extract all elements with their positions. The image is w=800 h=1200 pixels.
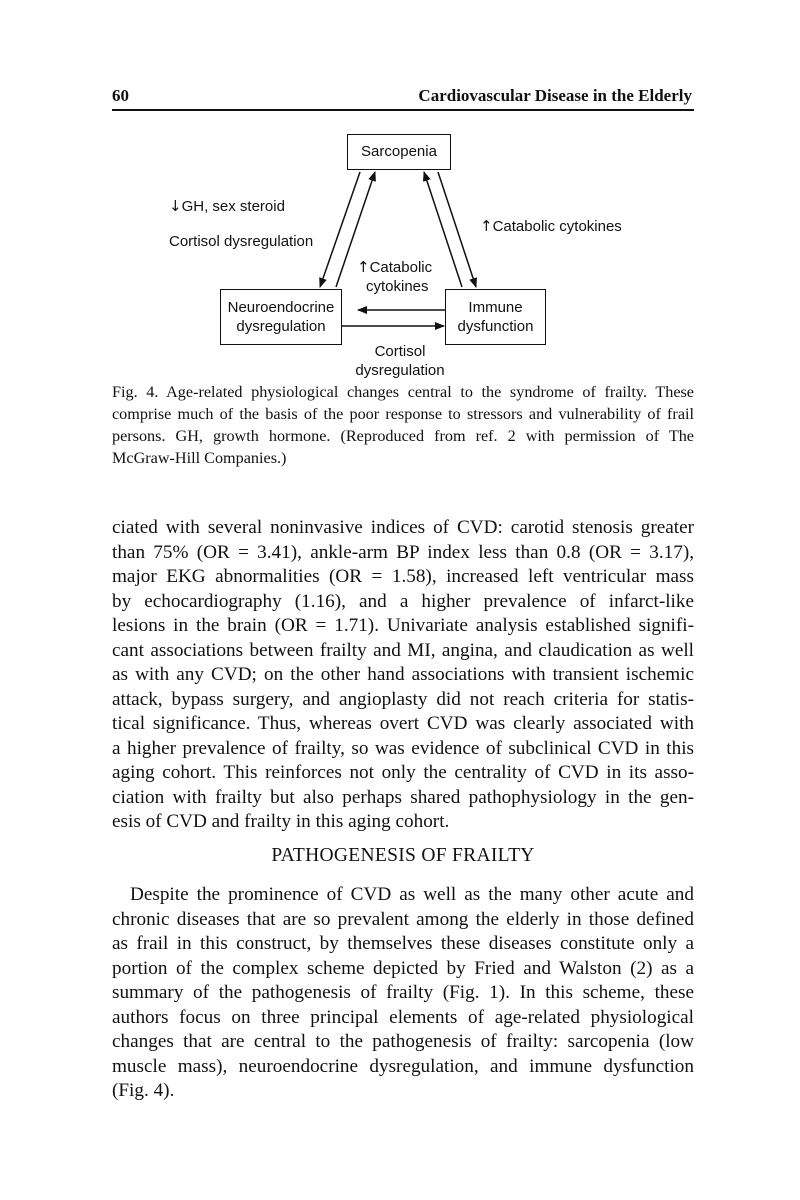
cortisol-bottom-line1: Cortisol (374, 343, 426, 360)
neuroendocrine-label-line2: dysregulation (236, 318, 326, 335)
neuroendocrine-box (220, 289, 342, 345)
up-arrow-icon: ↑ (480, 217, 493, 235)
body-line: authors focus on three principal elements of age-related physiological (112, 1006, 694, 1028)
body-line: muscle mass), neuroendocrine dysregulation, and immune dysfunction (112, 1055, 694, 1077)
catabolic-center-line1: Catabolic (369, 259, 433, 276)
body-line: Despite the prominence of CVD as well as the many other acute and (130, 884, 694, 905)
body-line: portion of the complex scheme depicted by Fried and Walston (2) as a (112, 957, 694, 979)
up-arrow-icon: ↑ (357, 258, 370, 276)
gh-sex-steroid-label (169, 197, 285, 216)
body-line: esis of CVD and frailty in this aging cohort. (112, 811, 450, 832)
page-number: 60 (112, 86, 129, 105)
body-line: ciation with frailty but also perhaps shared pathophysiology in the gen- (112, 786, 694, 808)
catabolic-center-line2: cytokines (366, 278, 429, 295)
body-line: summary of the pathogenesis of frailty (Fig. 1). In this scheme, these (112, 982, 694, 1003)
section-heading: PATHOGENESIS OF FRAILTY (271, 845, 535, 866)
cortisol-bottom-line2: dysregulation (355, 362, 445, 379)
gh-sex-steroid-text: GH, sex steroid (181, 198, 285, 215)
body-line: lesions in the brain (OR = 1.71). Univariate analysis established signifi- (112, 615, 694, 636)
figure-4-diagram (0, 0, 800, 380)
figure-caption: Fig. 4. Age-related physiological changes central to the syndrome of frailty. These comprise much of the basis of the poor response to stressors and vulnerability of frail persons. GH, growth hormone. (Reproduced from ref. 2 with permission of The McGraw-Hill Companies.) (112, 383, 694, 467)
body-line: tical significance. Thus, whereas overt CVD was clearly associated with (112, 713, 694, 734)
immune-label-line2: dysfunction (457, 318, 534, 335)
body-line: changes that are central to the pathogenesis of frailty: sarcopenia (low (112, 1031, 694, 1052)
body-line: as with any CVD; on the other hand associations with transient ischemic (112, 664, 694, 685)
neuroendocrine-label-line1: Neuroendocrine (227, 299, 335, 316)
cortisol-dysregulation-left-label: Cortisol dysregulation (169, 233, 314, 250)
immune-box (445, 289, 546, 345)
catabolic-cytokines-right-text: Catabolic cytokines (492, 218, 622, 235)
catabolic-center-label (357, 258, 432, 296)
body-line: a higher prevalence of frailty, so was evidence of subclinical CVD in this (112, 737, 694, 759)
immune-label-line1: Immune (468, 299, 523, 316)
cortisol-bottom-label (342, 342, 458, 380)
diagram-arrows (0, 0, 800, 380)
paragraph-2 (112, 883, 694, 1104)
paragraph-1 (112, 516, 694, 835)
body-line: cant associations between frailty and MI, angina, and claudication as well (112, 639, 694, 661)
body-line: aging cohort. This reinforces not only the centrality of CVD in its asso- (112, 762, 694, 783)
body-line: as frail in this construct, by themselves these diseases constitute only a (112, 933, 694, 954)
body-line: ciated with several noninvasive indices of CVD: carotid stenosis greater (112, 517, 694, 538)
body-line: chronic diseases that are so prevalent among the elderly in those defined (112, 908, 694, 930)
body-line: by echocardiography (1.16), and a higher prevalence of infarct-like (112, 590, 694, 612)
running-title: Cardiovascular Disease in the Elderly (418, 86, 692, 105)
body-line: (Fig. 4). (112, 1080, 175, 1101)
down-arrow-icon: ↓ (169, 197, 182, 215)
sarcopenia-box (347, 134, 451, 170)
catabolic-cytokines-right-label (480, 217, 622, 236)
body-line: attack, bypass surgery, and angioplasty did not reach criteria for statis- (112, 688, 694, 710)
body-line: major EKG abnormalities (OR = 1.58), increased left ventricular mass (112, 566, 694, 587)
body-line: than 75% (OR = 3.41), ankle-arm BP index less than 0.8 (OR = 3.17), (112, 541, 694, 563)
arrow-sarcopenia-to-neuroendocrine (320, 172, 360, 287)
sarcopenia-label: Sarcopenia (361, 143, 437, 160)
